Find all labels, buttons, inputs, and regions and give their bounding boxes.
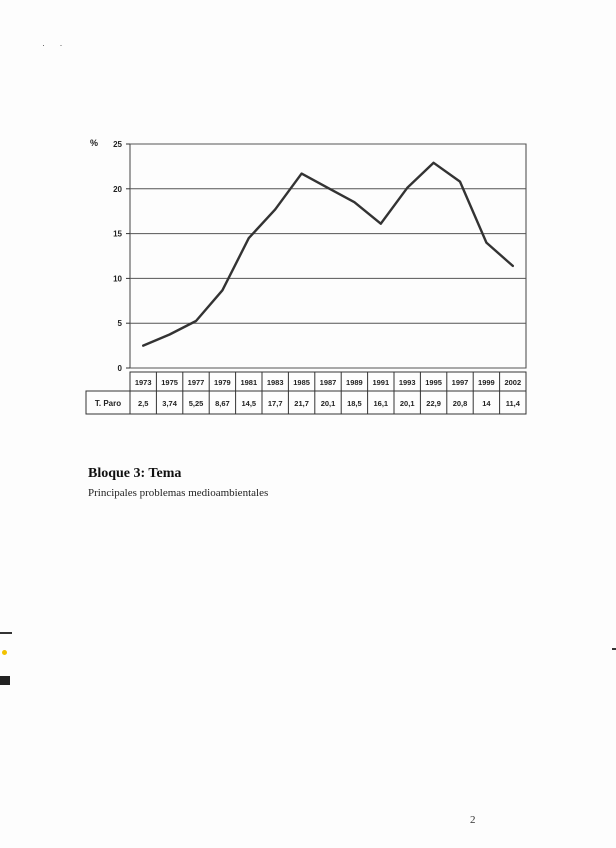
y-tick-label: 5 (117, 319, 122, 329)
y-tick-label: 0 (117, 364, 122, 373)
scan-edge-mark (0, 676, 10, 685)
category-label: 1983 (266, 378, 284, 387)
data-label: 21,7 (294, 399, 309, 408)
chart-y-axis (90, 138, 130, 373)
chart-grid (130, 144, 526, 368)
unemployment-chart (80, 128, 540, 428)
section-heading: Bloque 3: Tema (88, 466, 182, 481)
category-label: 1989 (346, 378, 363, 387)
data-label: 22,9 (426, 399, 441, 408)
plot-frame (130, 144, 526, 368)
data-label: 5,25 (188, 399, 204, 408)
data-label: 16,1 (373, 399, 389, 408)
scan-mark: · · (42, 40, 69, 50)
table-row-label: T. Paro (94, 399, 122, 408)
data-label: 20,8 (452, 399, 468, 408)
category-label: 1987 (319, 378, 337, 387)
y-tick-label: 15 (113, 229, 122, 239)
category-label: 2002 (504, 378, 522, 387)
data-label: 14 (482, 399, 491, 408)
category-label: 1997 (451, 378, 469, 387)
data-label: 11,4 (505, 399, 520, 408)
scan-edge-mark (2, 650, 7, 655)
data-label: 20,1 (320, 399, 336, 408)
series-line (143, 163, 513, 346)
page-number: 2 (470, 814, 476, 826)
category-label: 1993 (398, 378, 416, 387)
y-unit-label: % (90, 138, 99, 148)
data-label: 17,7 (267, 399, 283, 408)
y-tick-label: 20 (113, 184, 122, 194)
y-tick-label: 10 (113, 274, 122, 284)
data-label: 2,5 (137, 399, 149, 408)
category-label: 1985 (293, 378, 310, 387)
category-label: 1991 (372, 378, 390, 387)
data-label: 20,1 (399, 399, 415, 408)
data-label: 14,5 (241, 399, 257, 408)
scan-edge-mark (0, 632, 12, 634)
data-label: 18,5 (347, 399, 362, 408)
category-label: 1973 (134, 378, 152, 387)
section-subtitle: Principales problemas medioambientales (88, 487, 269, 499)
data-label: 3,74 (162, 399, 177, 408)
chart-series (143, 163, 513, 346)
category-label: 1977 (187, 378, 205, 387)
scan-edge-mark (612, 648, 616, 650)
chart-data-table (86, 372, 526, 414)
category-label: 1995 (425, 378, 442, 387)
category-label: 1979 (214, 378, 231, 387)
data-label: 8,67 (215, 399, 230, 408)
category-label: 1981 (240, 378, 258, 387)
category-label: 1999 (478, 378, 495, 387)
category-label: 1975 (161, 378, 178, 387)
y-tick-label: 25 (113, 140, 122, 149)
